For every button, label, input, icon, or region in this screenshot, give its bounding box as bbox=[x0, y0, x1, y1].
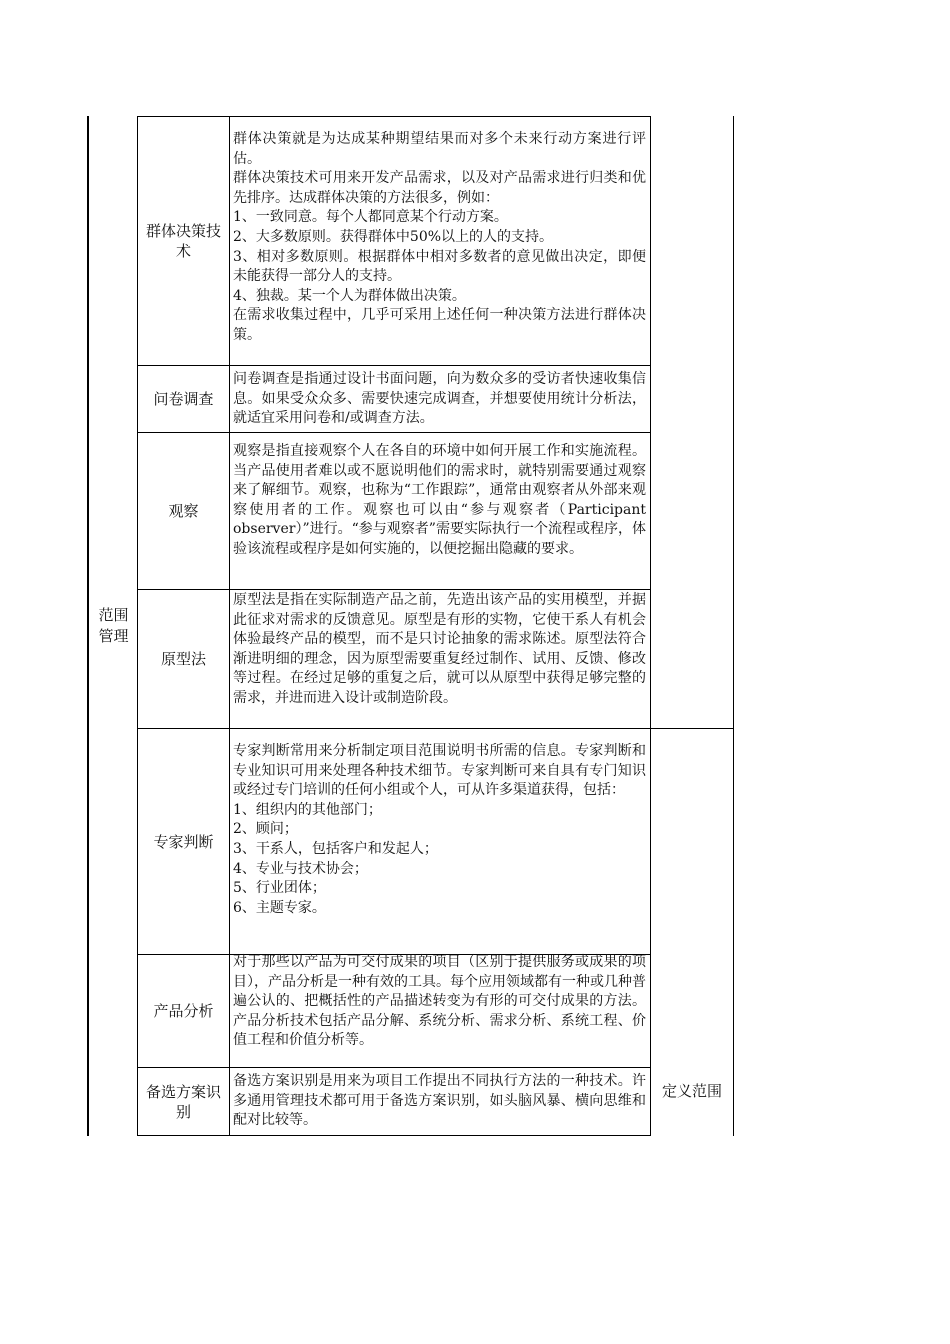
description-cell bbox=[230, 130, 650, 365]
table-bottom-border bbox=[137, 1135, 651, 1136]
description-line: 1、组织内的其他部门； bbox=[233, 801, 382, 818]
description-line: 3、相对多数原则。根据群体中相对多数者的意见做出决定，即便未能获得一部分人的支持。 bbox=[233, 248, 646, 285]
category-text: 范围管理 bbox=[98, 606, 129, 645]
technique-name: 原型法 bbox=[160, 650, 206, 668]
process-text: 定义范围 bbox=[661, 1081, 722, 1100]
category-label bbox=[90, 116, 137, 1136]
description-cell bbox=[230, 742, 650, 954]
description-line: 4、专业与技术协会； bbox=[233, 860, 368, 877]
technique-name: 产品分析 bbox=[153, 1002, 214, 1020]
left-outer-border bbox=[87, 116, 89, 1136]
description-line: 群体决策技术可用来开发产品需求，以及对产品需求进行归类和优先排序。达成群体决策的方法很多，例如： bbox=[233, 170, 646, 206]
description-line: 6、主题专家。 bbox=[233, 899, 326, 916]
description-line: 5、行业团体； bbox=[233, 880, 326, 897]
description-line: 2、大多数原则。获得群体中50%以上的人的支持。 bbox=[233, 228, 554, 245]
description-line: 在需求收集过程中，几乎可采用上述任何一种决策方法进行群体决策。 bbox=[233, 307, 646, 343]
description-line: 原型法是指在实际制造产品之前，先造出该产品的实用模型，并据此征求对需求的反馈意见。原型是有形的实物，它使干系人有机会体验最终产品的模型，而不是只讨论抽象的需求陈述。原型法符合渐进明细的理念，因为原型需要重复经过制作、试用、反馈、修改等过程。在经过足够的重复之后，就可以从原型中获得足够完整的需求，并进而进入设计或制造阶段。 bbox=[233, 592, 646, 706]
technique-name: 专家判断 bbox=[153, 832, 214, 851]
technique-cell bbox=[138, 729, 229, 954]
description-cell bbox=[230, 370, 650, 432]
description-cell bbox=[230, 442, 650, 589]
description-cell bbox=[230, 953, 650, 1067]
description-cell bbox=[230, 591, 650, 728]
description-line: 对于那些以产品为可交付成果的项目（区别于提供服务或成果的项目），产品分析是一种有效的工具。每个应用领域都有一种或几种普遍公认的、把概括性的产品描述转变为有形的可交付成果的方法。产品分析技术包括产品分解、系统分析、需求分析、系统工程、价值工程和价值分析等。 bbox=[233, 954, 646, 1049]
description-line: 3、干系人，包括客户和发起人； bbox=[233, 840, 438, 857]
description-line: 2、顾问； bbox=[233, 821, 298, 838]
technique-name: 观察 bbox=[168, 502, 199, 520]
technique-name: 问卷调查 bbox=[153, 390, 214, 408]
technique-name: 群体决策技术 bbox=[145, 222, 221, 260]
description-line: 群体决策就是为达成某种期望结果而对多个未来行动方案进行评估。 bbox=[233, 131, 646, 167]
description-column-border bbox=[650, 116, 651, 1136]
technique-cell bbox=[138, 433, 229, 589]
technique-cell bbox=[138, 955, 229, 1067]
description-cell bbox=[230, 1072, 650, 1135]
right-outer-border bbox=[733, 116, 734, 1136]
technique-cell bbox=[138, 590, 229, 728]
technique-cell bbox=[138, 366, 229, 432]
description-line: 问卷调查是指通过设计书面问题，向为数众多的受访者快速收集信息。如果受众众多、需要快速完成调查，并想要使用统计分析法，就适宜采用问卷和/或调查方法。 bbox=[233, 371, 646, 427]
technique-cell bbox=[138, 117, 229, 365]
description-line: 4、独裁。某一个人为群体做出决策。 bbox=[233, 287, 466, 304]
technique-name: 备选方案识别 bbox=[145, 1082, 221, 1121]
process-label bbox=[651, 1048, 733, 1134]
description-line: 观察是指直接观察个人在各自的环境中如何开展工作和实施流程。当产品使用者难以或不愿说明他们的需求时，就特别需要通过观察来了解细节。观察，也称为“工作跟踪”，通常由观察者从外部来观察使用者的工作。观察也可以由“参与观察者（Participant observer）”进行。“参与观察者”需要实际执行一个流程或程序，体验该流程或程序是如何实施的，以便挖掘出隐藏的要求。 bbox=[233, 443, 646, 557]
technique-cell bbox=[138, 1068, 229, 1135]
description-line: 备选方案识别是用来为项目工作提出不同执行方法的一种技术。许多通用管理技术都可用于备选方案识别，如头脑风暴、横向思维和配对比较等。 bbox=[233, 1073, 646, 1129]
description-line: 1、一致同意。每个人都同意某个行动方案。 bbox=[233, 209, 508, 226]
description-line: 专家判断常用来分析制定项目范围说明书所需的信息。专家判断和专业知识可用来处理各种技术细节。专家判断可来自具有专门知识或经过专门培训的任何小组或个人，可从许多渠道获得，包括： bbox=[233, 743, 646, 799]
